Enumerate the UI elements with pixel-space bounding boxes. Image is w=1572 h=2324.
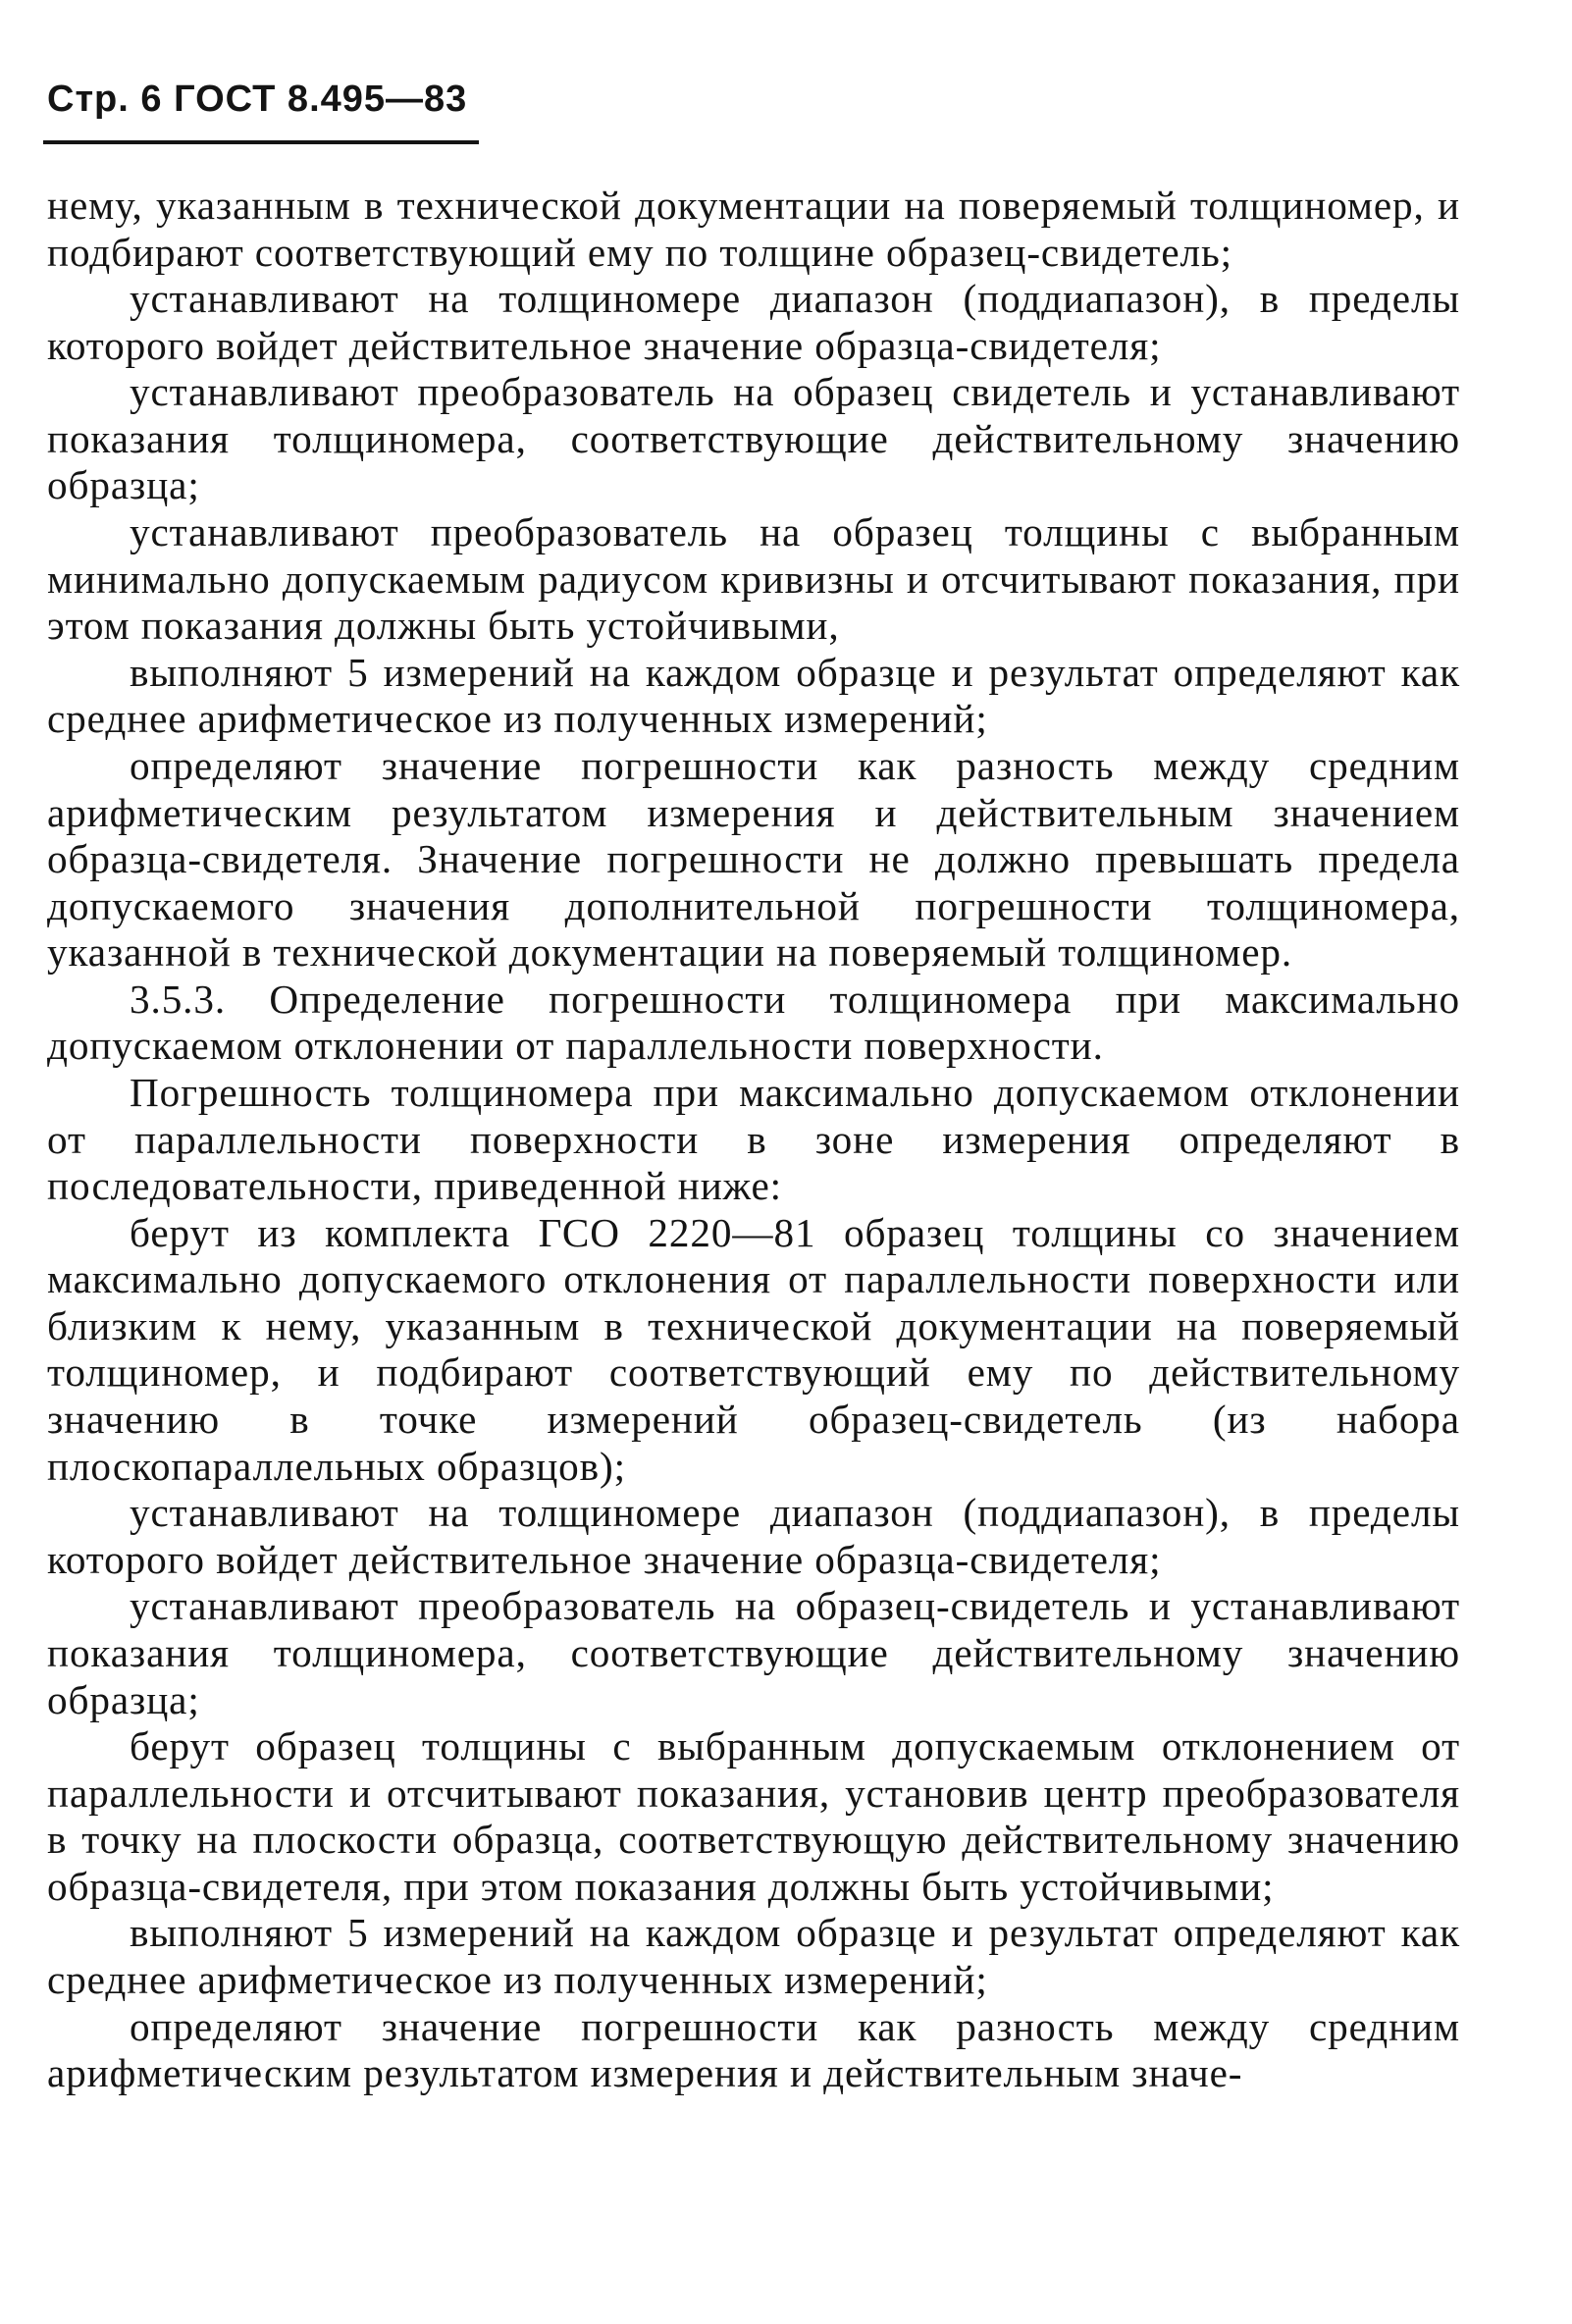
paragraph: выполняют 5 измерений на каждом образце и результат определяют как среднее арифметическое из полученных измерений; bbox=[47, 1910, 1460, 2002]
paragraph: устанавливают преобразователь на образец толщины с выбранным минимально допускаемым радиусом кривизны и отсчитывают показания, при этом показания должны быть устойчивыми, bbox=[47, 509, 1460, 649]
paragraph: Погрешность толщиномера при максимально допускаемом отклонении от параллельности поверхности в зоне измерения определяют в последовательности, приведенной ниже: bbox=[47, 1069, 1460, 1209]
paragraph: устанавливают преобразователь на образец-свидетель и устанавливают показания толщиномера, соответствующие действительному значению образца; bbox=[47, 1583, 1460, 1722]
paragraph: устанавливают преобразователь на образец свидетель и устанавливают показания толщиномера, соответствующие действительному значению образца; bbox=[47, 369, 1460, 508]
paragraph: определяют значение погрешности как разность между средним арифметическим результатом измерения и действительным значе- bbox=[47, 2003, 1460, 2096]
paragraph: берут из комплекта ГСО 2220—81 образец толщины со значением максимально допускаемого отклонения от параллельности поверхности или близким к нему, указанным в технической документации на поверяемый толщиномер, и подбирают соответствующий ему по действительному значению в точке измерений образец-свидетель (из набора плоскопараллельных образцов); bbox=[47, 1209, 1460, 1489]
page-header: Стр. 6 ГОСТ 8.495—83 bbox=[47, 79, 468, 120]
header-rule bbox=[43, 140, 479, 144]
paragraph: берут образец толщины с выбранным допускаемым отклонением от параллельности и отсчитывают показания, установив центр преобразователя в точку на плоскости образца, соответствующую действительному значению образца-свидетеля, при этом показания должны быть устойчивыми; bbox=[47, 1723, 1460, 1909]
paragraph: определяют значение погрешности как разность между средним арифметическим результатом измерения и действительным значением образца-свидетеля. Значение погрешности не должно превышать предела допускаемого значения дополнительной погрешности толщиномера, указанной в технической документации на поверяемый толщиномер. bbox=[47, 742, 1460, 976]
paragraph: нему, указанным в технической документации на поверяемый толщиномер, и подбирают соответствующий ему по толщине образец-свидетель; bbox=[47, 183, 1460, 275]
section-heading: 3.5.3. Определение погрешности толщиномера при максимально допускаемом отклонении от параллельности поверхности. bbox=[47, 976, 1460, 1069]
paragraph: выполняют 5 измерений на каждом образце и результат определяют как среднее арифметическое из полученных измерений; bbox=[47, 649, 1460, 742]
body-text bbox=[47, 183, 1460, 2097]
paragraph: устанавливают на толщиномере диапазон (поддиапазон), в пределы которого войдет действительное значение образца-свидетеля; bbox=[47, 1490, 1460, 1582]
paragraph: устанавливают на толщиномере диапазон (поддиапазон), в пределы которого войдет действительное значение образца-свидетеля; bbox=[47, 276, 1460, 368]
